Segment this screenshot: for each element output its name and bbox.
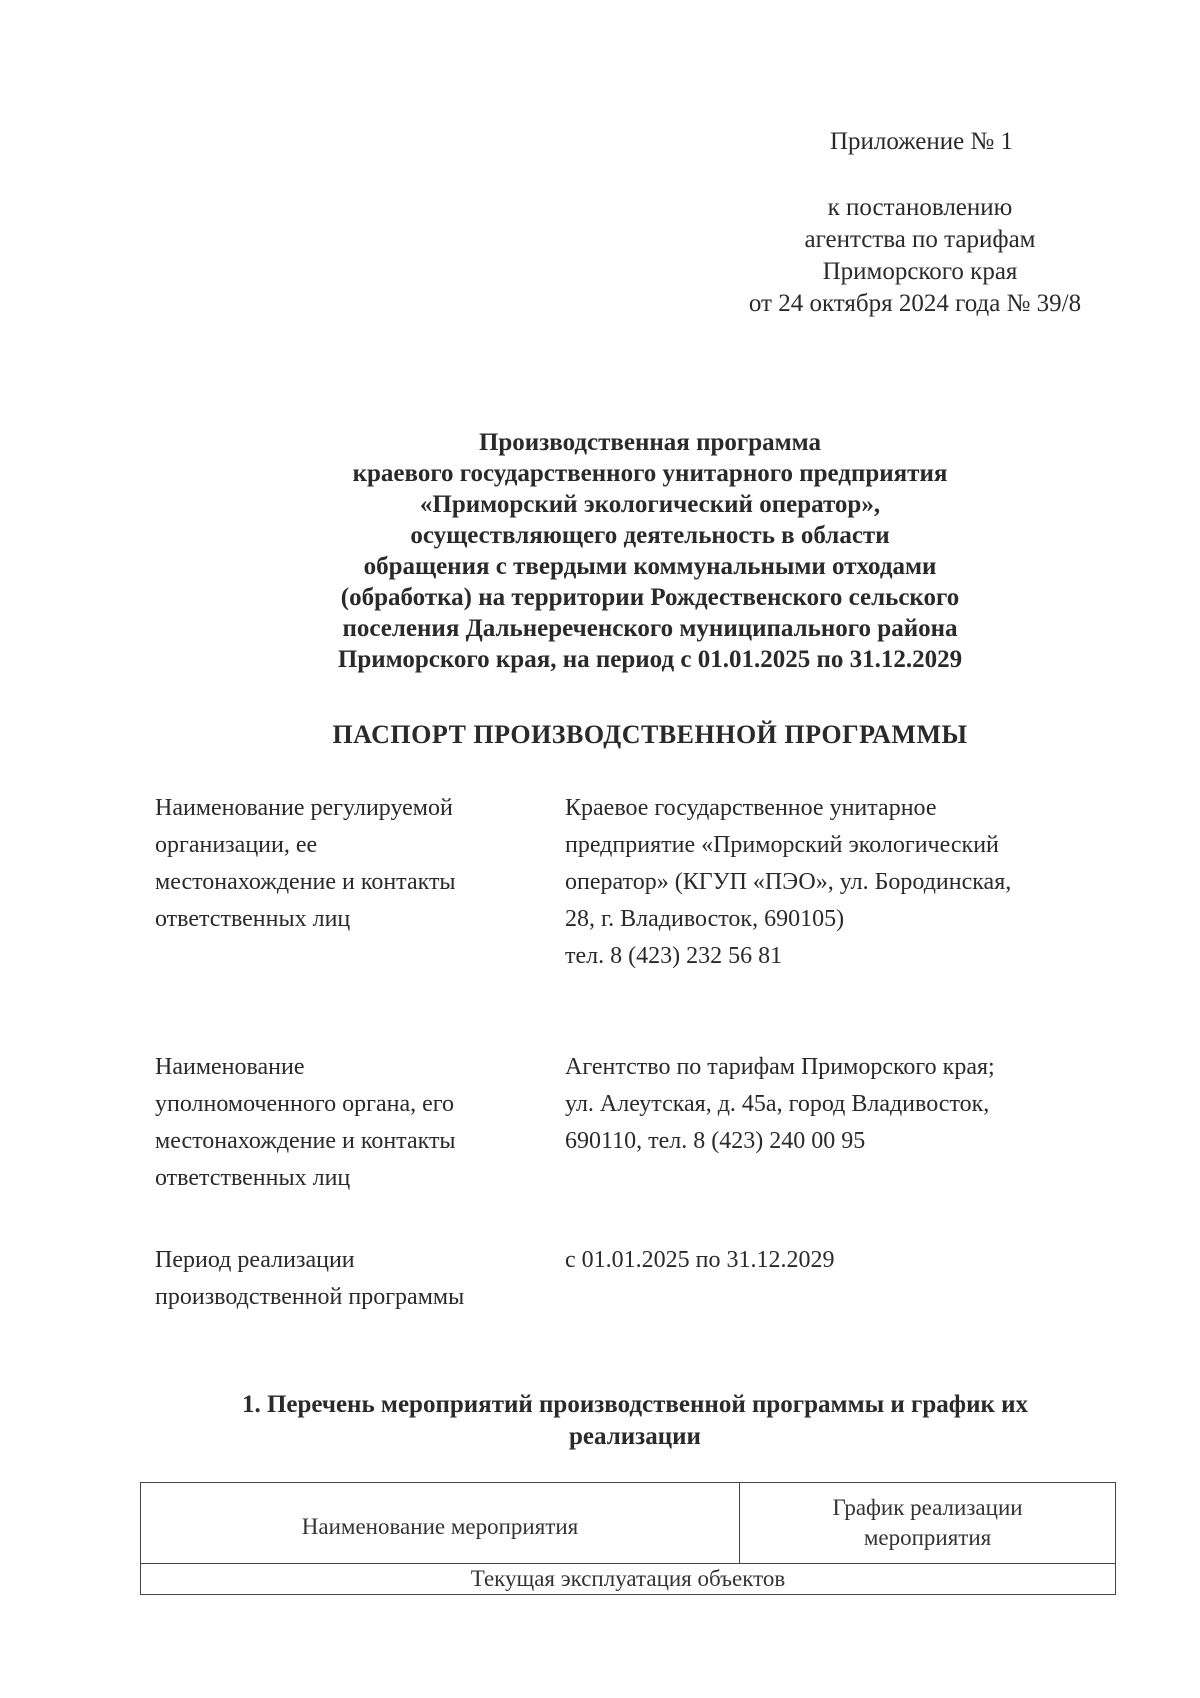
table-header-row [141,1483,1116,1564]
title-line: краевого государственного унитарного предприятия [352,460,948,487]
passport-row-value [565,790,1125,975]
title-line: обращения с твердыми коммунальными отходами [363,553,937,580]
header-line: График реализации [832,1495,1023,1520]
header-line: мероприятия [863,1525,992,1550]
value-line: ул. Алеутская, д. 45а, город Владивосток, [565,1091,990,1117]
value-line: Краевое государственное унитарное [565,795,937,821]
passport-row-label [155,790,535,938]
label-line: местонахождение и контакты [155,869,456,895]
title-line: Приморского края, на период с 01.01.2025 по 31.12.2029 [337,646,963,673]
title-line: поселения Дальнереченского муниципального района [342,615,958,642]
table-section-row: Текущая эксплуатация объектов [141,1564,1116,1595]
section-title-line: реализации [569,1423,701,1450]
label-line: уполномоченного органа, его [155,1091,455,1117]
appendix-to: к постановлению [827,194,1013,221]
value-line: тел. 8 (423) 232 56 81 [565,943,783,969]
passport-row-value [565,1049,1125,1160]
value-line: 690110, тел. 8 (423) 240 00 95 [565,1128,866,1154]
passport-row-value [565,1242,1125,1279]
label-line: ответственных лиц [155,1165,351,1191]
label-line: Период реализации [155,1247,355,1273]
appendix-number: Приложение № 1 [830,128,1014,155]
section-title-line: 1. Перечень мероприятий производственной программы и график их [241,1391,1029,1418]
program-title [200,427,1100,675]
value-line: предприятие «Приморский экологический [565,832,999,858]
value-line: 28, г. Владивосток, 690105) [565,906,845,932]
section-1-title [150,1389,1120,1453]
passport-row-label [155,1242,535,1316]
appendix-date: от 24 октября 2024 года № 39/8 [748,290,1082,317]
value-line: с 01.01.2025 по 31.12.2029 [565,1247,835,1273]
title-line: Производственная программа [478,429,822,456]
appendix-agency: агентства по тарифам [804,226,1036,253]
title-line: осуществляющего деятельность в области [410,522,890,549]
label-line: Наименование [155,1054,305,1080]
label-line: Наименование регулируемой [155,795,453,821]
table-header-measure: Наименование мероприятия [141,1483,740,1564]
appendix-region: Приморского края [822,258,1018,285]
table-row [141,1564,1116,1595]
label-line: организации, ее [155,832,318,858]
label-line: местонахождение и контакты [155,1128,456,1154]
label-line: ответственных лиц [155,906,351,932]
passport-heading: ПАСПОРТ ПРОИЗВОДСТВЕННОЙ ПРОГРАММЫ [332,720,968,749]
value-line: Агентство по тарифам Приморского края; [565,1054,995,1080]
measures-table [140,1482,1116,1595]
title-line: «Приморский экологический оператор», [419,491,881,518]
appendix-reference [720,192,1120,320]
label-line: производственной программы [155,1284,465,1310]
passport-row-label [155,1049,535,1197]
table-header-schedule [740,1483,1116,1564]
title-line: (обработка) на территории Рождественского сельского [340,584,960,611]
value-line: оператор» (КГУП «ПЭО», ул. Бородинская, [565,869,1012,895]
